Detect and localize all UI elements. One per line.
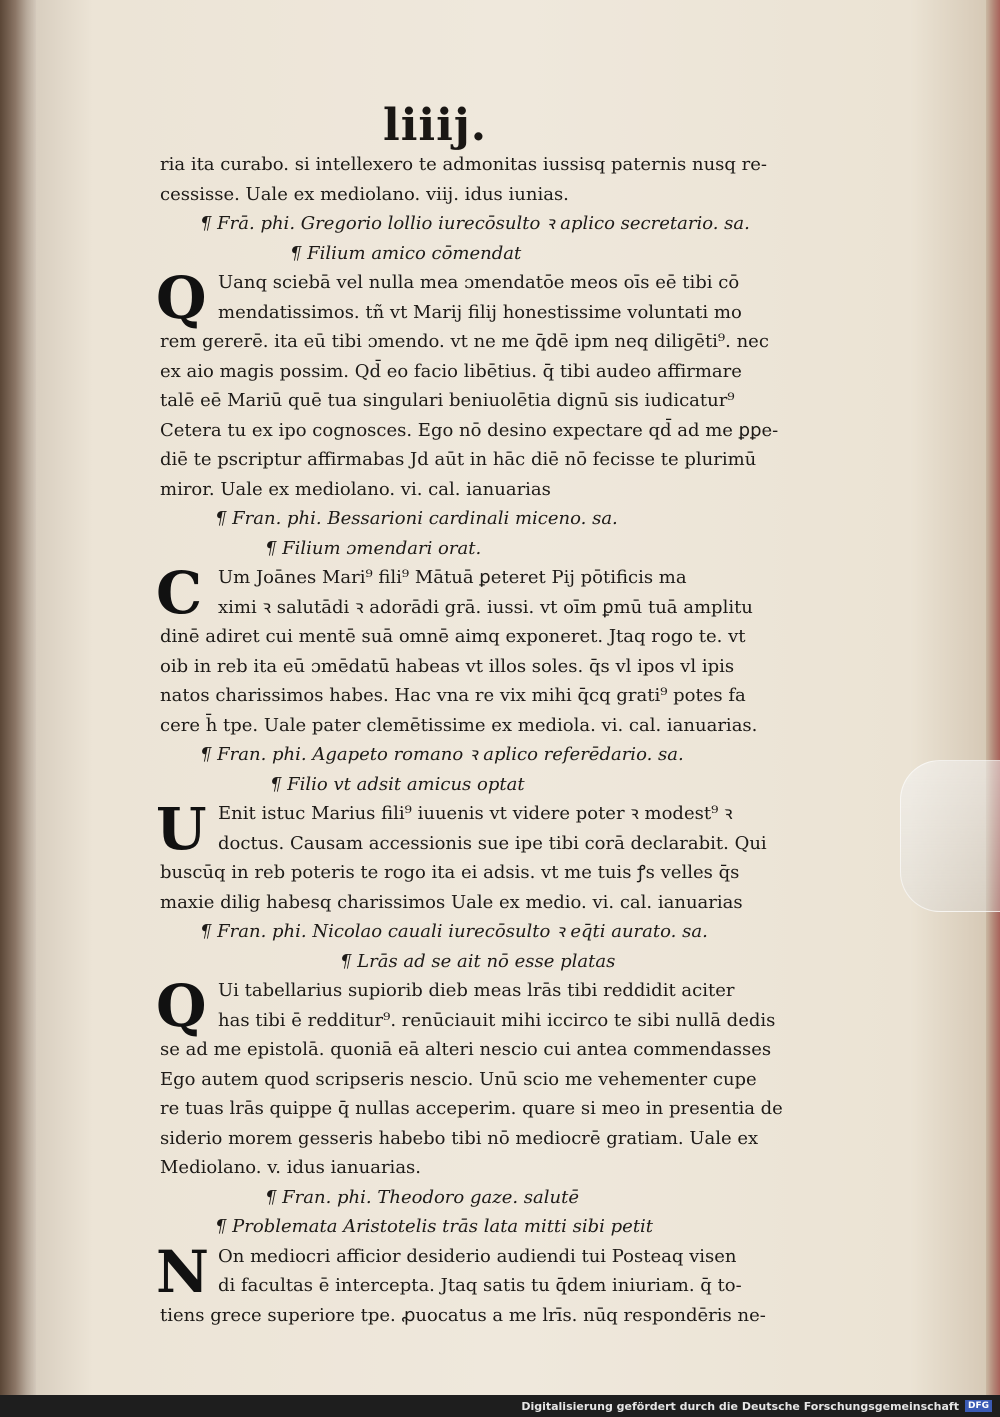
folio-number: liiij. (383, 100, 488, 151)
text-line: diē te pscriptur affirmabas Jd aūt in hāc diē nō fecisse te plurimū (160, 449, 757, 470)
text-line: ria ita curabo. si intellexero te admonitas iussisq paternis nusq re- (160, 154, 767, 175)
letter-subheading: ¶ Filium ɔmendari orat. (265, 537, 482, 559)
text-line: oib in reb ita eū ɔmēdatū habeas vt illos soles. q̄s vl ipos vl ipis (160, 655, 735, 677)
letter-paragraph (156, 795, 800, 917)
letter-subheading: ¶ Lrās ad se ait nō esse platas (340, 950, 616, 972)
text-line: maxie dilig habesq charissimos Uale ex medio. vi. cal. ianuarias (160, 891, 743, 913)
text-line: talē eē Mariū quē tua singulari beniuolētia dignū sis iudicatur⁹ (160, 390, 735, 411)
funding-note: Digitalisierung gefördert durch die Deutsche Forschungsgemeinschaft (521, 1399, 959, 1413)
text-line: Ui tabellarius supiorib dieb meas lrās tibi reddidit aciter (218, 980, 735, 1001)
text-line: doctus. Causam accessionis sue ipe tibi corā declarabit. Qui (218, 832, 767, 854)
drop-capital: Q (156, 972, 207, 1040)
letter-heading: ¶ Fran. phi. Agapeto romano ꝛ aplico referēdario. sa. (200, 744, 684, 765)
text-line: Enit istuc Marius fili⁹ iuuenis vt videre poter ꝛ modest⁹ ꝛ (218, 803, 733, 824)
text-line: di facultas ē intercepta. Jtaq satis tu q̄dem iniuriam. q̄ to- (218, 1275, 742, 1296)
letter-paragraph (156, 264, 800, 504)
text-line: has tibi ē redditur⁹. renūciauit mihi iccirco te sibi nullā dedis (218, 1009, 776, 1031)
text-line: tiens grece superiore tpe. ꝓuocatus a me lrīs. nūq respondēris ne- (160, 1304, 766, 1326)
letter-heading: ¶ Fran. phi. Nicolao cauali iurecōsulto ꝛ eq̄ti aurato. sa. (200, 921, 708, 942)
page-clip (900, 760, 1000, 912)
text-line: dinē adiret cui mentē suā omnē aimq exponeret. Jtaq rogo te. vt (160, 626, 746, 647)
text-line: buscūq in reb poteris te rogo ita ei adsis. vt me tuis ꝭs velles q̄s (160, 862, 740, 883)
text-line: Uanq sciebā vel nulla mea ɔmendatōe meos oīs eē tibi cō (218, 272, 740, 293)
text-line: siderio morem gesseris habebo tibi nō mediocrē gratiam. Uale ex (160, 1127, 759, 1149)
text-line: Um Joānes Mari⁹ fili⁹ Mātuā ꝑeteret Pij pōtificis ma (218, 567, 687, 588)
drop-capital: C (156, 559, 203, 627)
drop-capital: N (156, 1237, 210, 1306)
book-edge-right (986, 0, 1000, 1395)
book-cover-edge (0, 0, 38, 1395)
text-line: ximi ꝛ salutādi ꝛ adorādi grā. iussi. vt oīm ꝑmū tuā amplitu (218, 596, 753, 618)
text-line: ex aio magis possim. Qd̄ eo facio libētius. q̄ tibi audeo affirmare (160, 360, 742, 382)
letter-paragraph (156, 1237, 800, 1331)
drop-capital: U (156, 795, 207, 863)
dfg-logo-icon: DFG (965, 1400, 992, 1412)
text-line: se ad me epistolā. quoniā eā alteri nescio cui antea commendasses (160, 1039, 772, 1060)
letter-heading: ¶ Frā. phi. Gregorio lollio iurecōsulto ꝛ aplico secretario. sa. (200, 213, 750, 234)
footer-bar (0, 1395, 1000, 1417)
letter-paragraph (156, 972, 800, 1183)
drop-capital: Q (156, 264, 207, 332)
letter-subheading: ¶ Filium amico cōmendat (290, 242, 522, 264)
text-line: Ego autem quod scripseris nescio. Unū scio me vehementer cupe (160, 1068, 757, 1090)
text-line: natos charissimos habes. Hac vna re vix mihi q̄cq grati⁹ potes fa (160, 685, 746, 706)
text-line: Mediolano. v. idus ianuarias. (160, 1157, 422, 1178)
text-line: Cetera tu ex ipo cognosces. Ego nō desino expectare qd̄ ad me ꝑꝑe- (160, 419, 779, 441)
letter-subheading: ¶ Problemata Aristotelis trās lata mitti sibi petit (215, 1216, 654, 1237)
text-line: mendatissimos. tñ vt Marij filij honestissime voluntati mo (218, 301, 742, 323)
text-line: cessisse. Uale ex mediolano. viij. idus iunias. (160, 183, 569, 205)
text-line: miror. Uale ex mediolano. vi. cal. ianuarias (160, 478, 551, 500)
letter-heading: ¶ Fran. phi. Theodoro gaze. salutē (265, 1186, 579, 1208)
page-text (156, 150, 800, 1330)
text-line: rem gererē. ita eū tibi ɔmendo. vt ne me q̄dē ipm neq diligēti⁹. nec (160, 331, 769, 352)
letter-paragraph (156, 559, 800, 740)
text-line: On mediocri afficior desiderio audiendi tui Posteaq visen (218, 1245, 737, 1267)
letter-subheading: ¶ Filio vt adsit amicus optat (270, 773, 525, 795)
text-line: re tuas lrās quippe q̄ nullas acceperim. quare si meo in presentia de (160, 1098, 783, 1119)
letter-heading: ¶ Fran. phi. Bessarioni cardinali miceno. sa. (215, 508, 618, 529)
text-line: cere h̄ tpe. Uale pater clemētissime ex mediola. vi. cal. ianuarias. (160, 714, 758, 736)
